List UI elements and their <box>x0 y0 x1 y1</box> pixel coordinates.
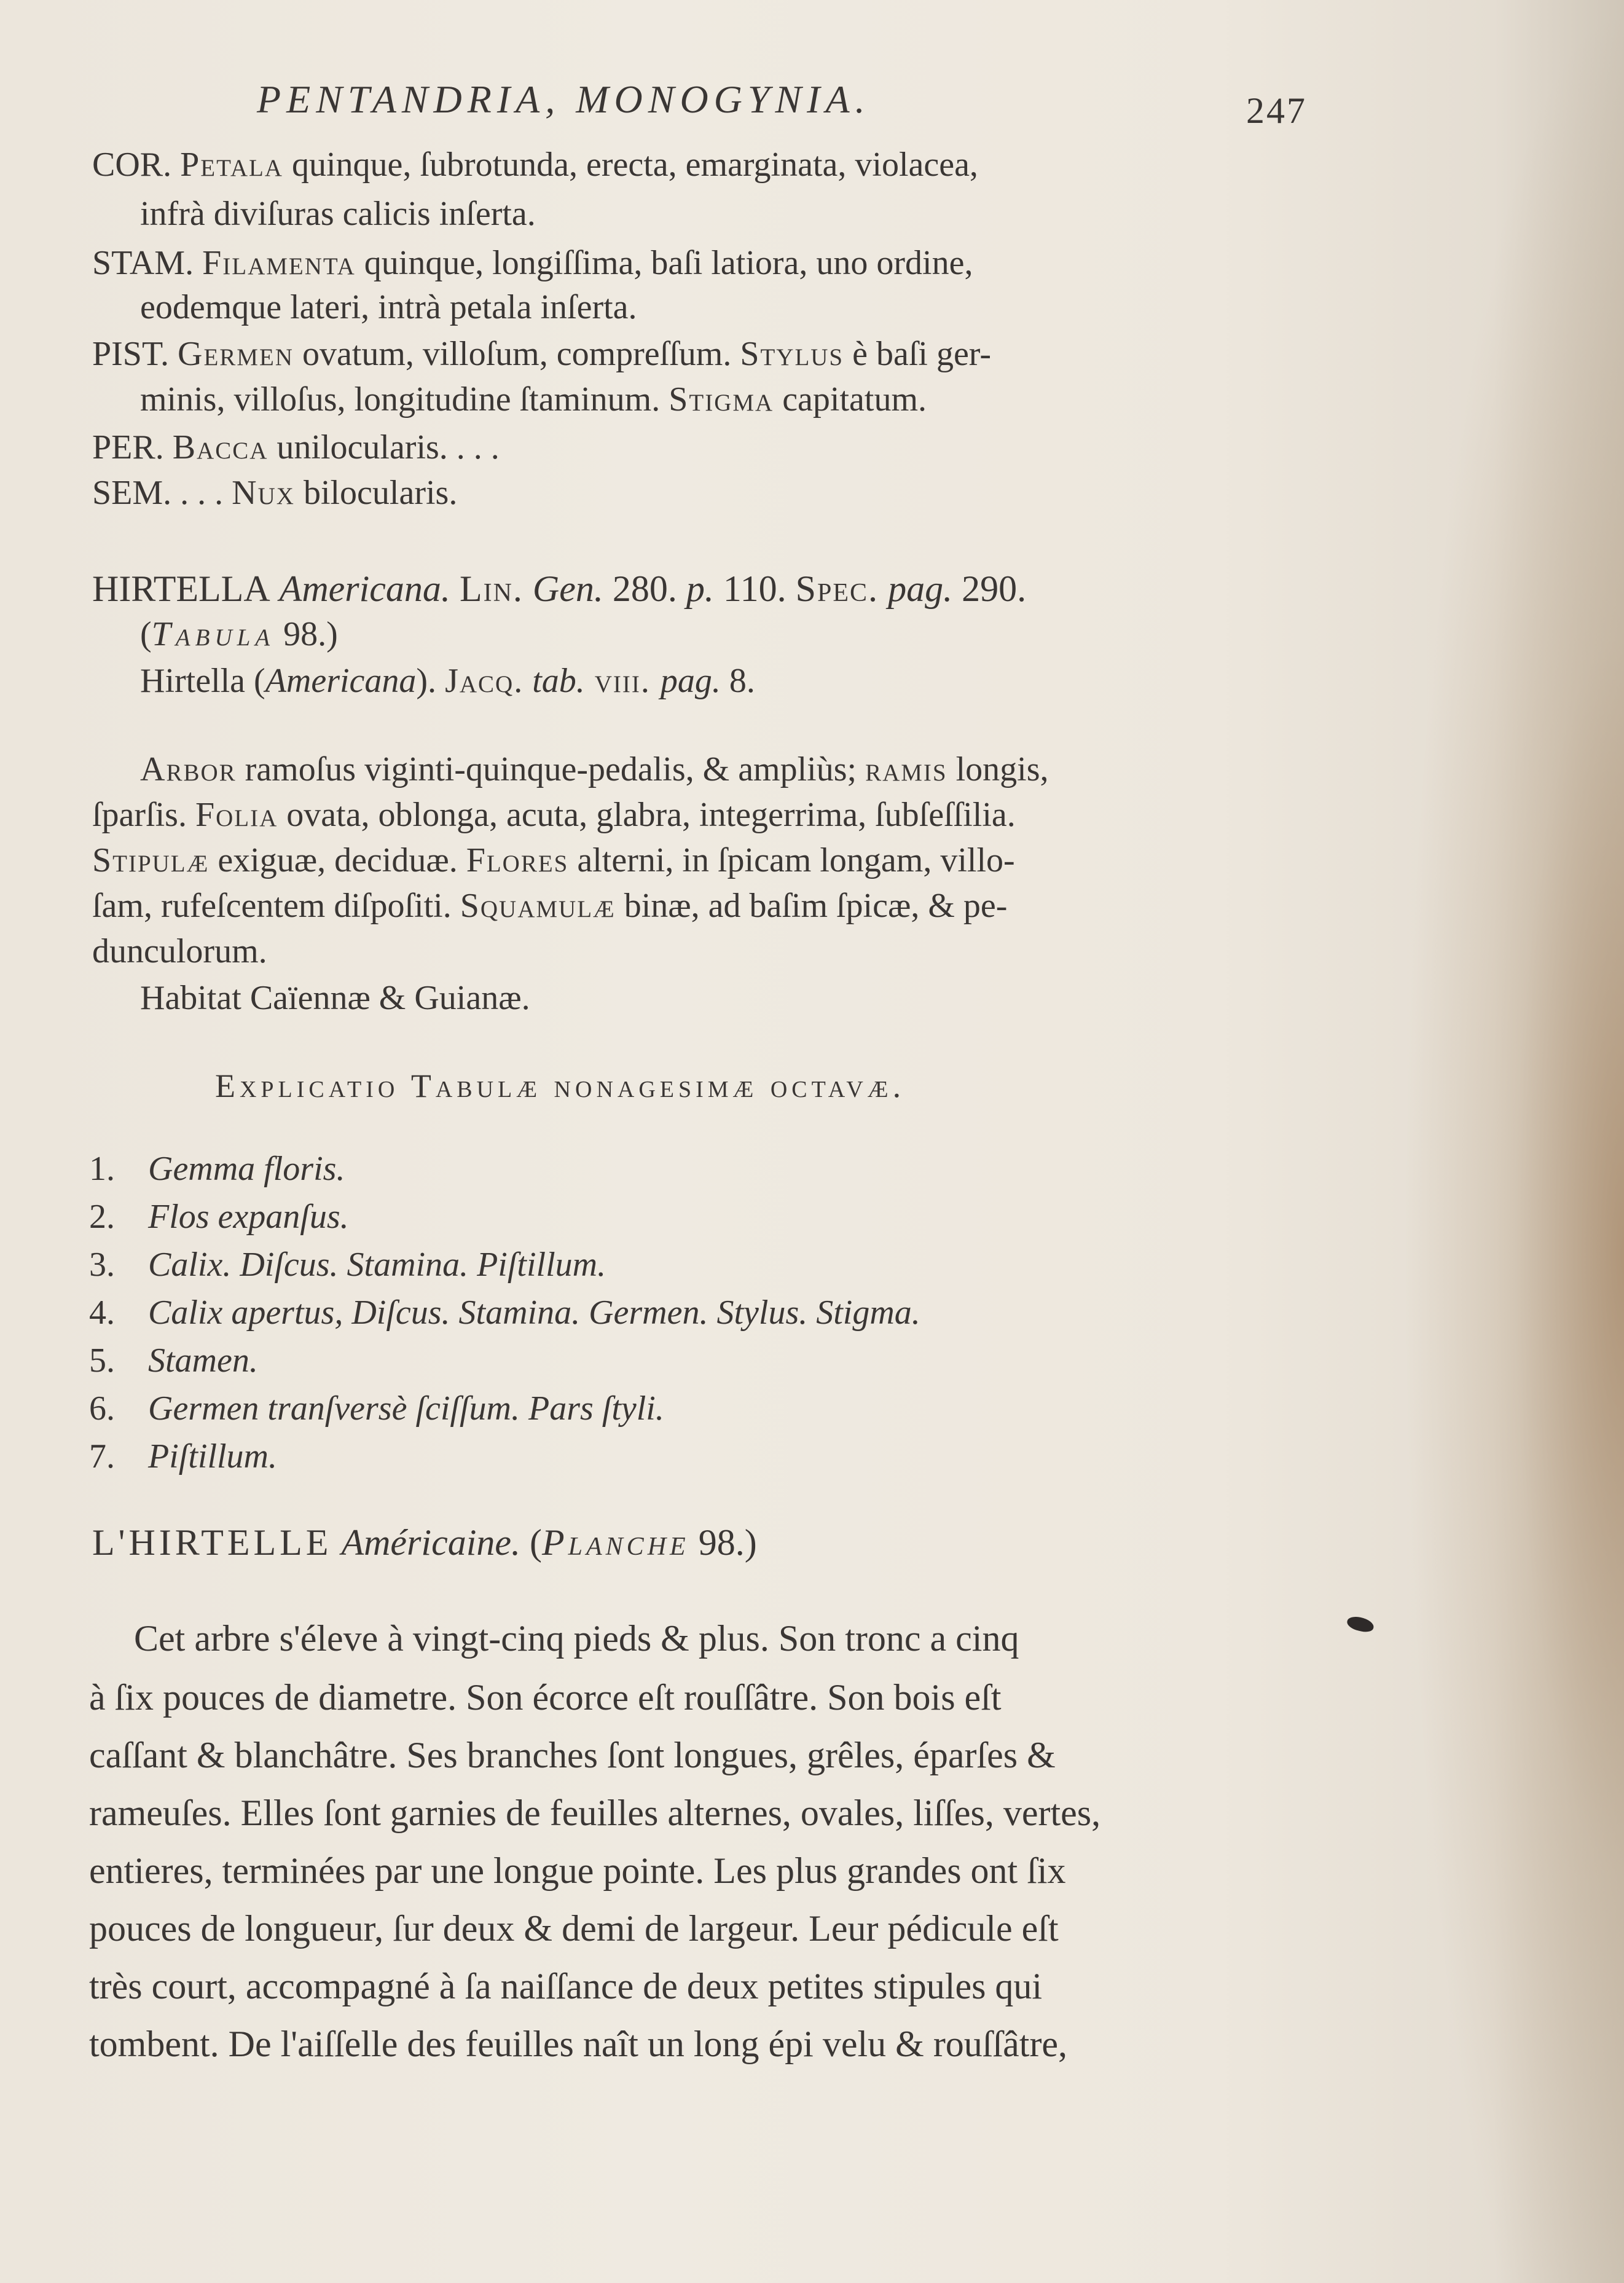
species-synonym: Hirtella (Americana). Jacq. tab. viii. pag. 8. <box>140 662 755 700</box>
char-line-cor-cont: infrà diviſuras calicis inſerta. <box>140 195 536 233</box>
french-desc-line: très court, accompagné à ſa naiſſance de deux petites stipules qui <box>89 1966 1043 2006</box>
plate-item: 5. Stamen. <box>89 1342 258 1380</box>
french-desc-line: pouces de longueur, ſur deux & demi de largeur. Leur pédicule eſt <box>89 1908 1059 1949</box>
char-line-per: PER. Bacca unilocularis. . . . <box>92 428 500 466</box>
species-plate-ref: (Tabula 98.) <box>140 615 338 653</box>
latin-desc-line: dunculorum. <box>92 932 267 970</box>
char-line-stam-cont: eodemque lateri, intrà petala inſerta. <box>140 288 637 326</box>
page-number: 247 <box>1246 90 1307 131</box>
latin-desc-line: ſam, rufeſcentem diſpoſiti. Squamulæ binæ, ad baſim ſpicæ, & pe- <box>92 887 1008 925</box>
char-line-cor: COR. Petala quinque, ſubrotunda, erecta, emarginata, violacea, <box>92 146 978 184</box>
char-line-stam: STAM. Filamenta quinque, longiſſima, baſi latiora, uno ordine, <box>92 244 973 282</box>
plate-item: 2. Flos expanſus. <box>89 1198 349 1236</box>
latin-desc-line: Stipulæ exiguæ, deciduæ. Flores alterni, in ſpicam longam, villo- <box>92 841 1015 879</box>
french-desc-line: rameuſes. Elles ſont garnies de feuilles alternes, ovales, liſſes, vertes, <box>89 1793 1101 1833</box>
french-desc-line: caſſant & blanchâtre. Ses branches ſont longues, grêles, éparſes & <box>89 1735 1056 1775</box>
plate-item: 3. Calix. Diſcus. Stamina. Piſtillum. <box>89 1246 606 1284</box>
plate-item: 6. Germen tranſversè ſciſſum. Pars ſtyli. <box>89 1389 664 1428</box>
char-line-pist-cont: minis, villoſus, longitudine ſtaminum. Stigma capitatum. <box>140 380 927 418</box>
species-heading: HIRTELLA Americana. Lin. Gen. 280. p. 110. Spec. pag. 290. <box>92 568 1027 609</box>
habitat: Habitat Caïennæ & Guianæ. <box>140 979 530 1017</box>
french-heading: L'HIRTELLE Américaine. (Planche 98.) <box>92 1522 757 1563</box>
char-line-pist: PIST. Germen ovatum, villoſum, compreſſum. Stylus è baſi ger- <box>92 335 991 373</box>
french-desc-line: Cet arbre s'éleve à vingt-cinq pieds & plus. Son tronc a cinq <box>134 1618 1019 1659</box>
plate-item: 1. Gemma floris. <box>89 1150 345 1188</box>
latin-desc-line: Arbor ramoſus viginti-quinque-pedalis, & ampliùs; ramis longis, <box>140 750 1049 788</box>
plate-item: 7. Piſtillum. <box>89 1437 277 1476</box>
latin-desc-line: ſparſis. Folia ovata, oblonga, acuta, glabra, integerrima, ſubſeſſilia. <box>92 796 1016 834</box>
plate-item: 4. Calix apertus, Diſcus. Stamina. Germen. Stylus. Stigma. <box>89 1294 920 1332</box>
char-line-sem: SEM. . . . Nux bilocularis. <box>92 474 458 512</box>
plate-explanation-title: Explicatio Tabulæ nonagesimæ octavæ. <box>215 1067 906 1104</box>
page-edge-shadow <box>1403 0 1624 2283</box>
french-desc-line: à ſix pouces de diametre. Son écorce eſt rouſſâtre. Son bois eſt <box>89 1677 1002 1718</box>
ink-blot <box>1346 1615 1375 1634</box>
french-desc-line: entieres, terminées par une longue pointe. Les plus grandes ont ſix <box>89 1850 1066 1891</box>
french-desc-line: tombent. De l'aiſſelle des feuilles naît un long épi velu & rouſſâtre, <box>89 2024 1068 2064</box>
running-header-title: PENTANDRIA, MONOGYNIA. <box>257 77 871 121</box>
